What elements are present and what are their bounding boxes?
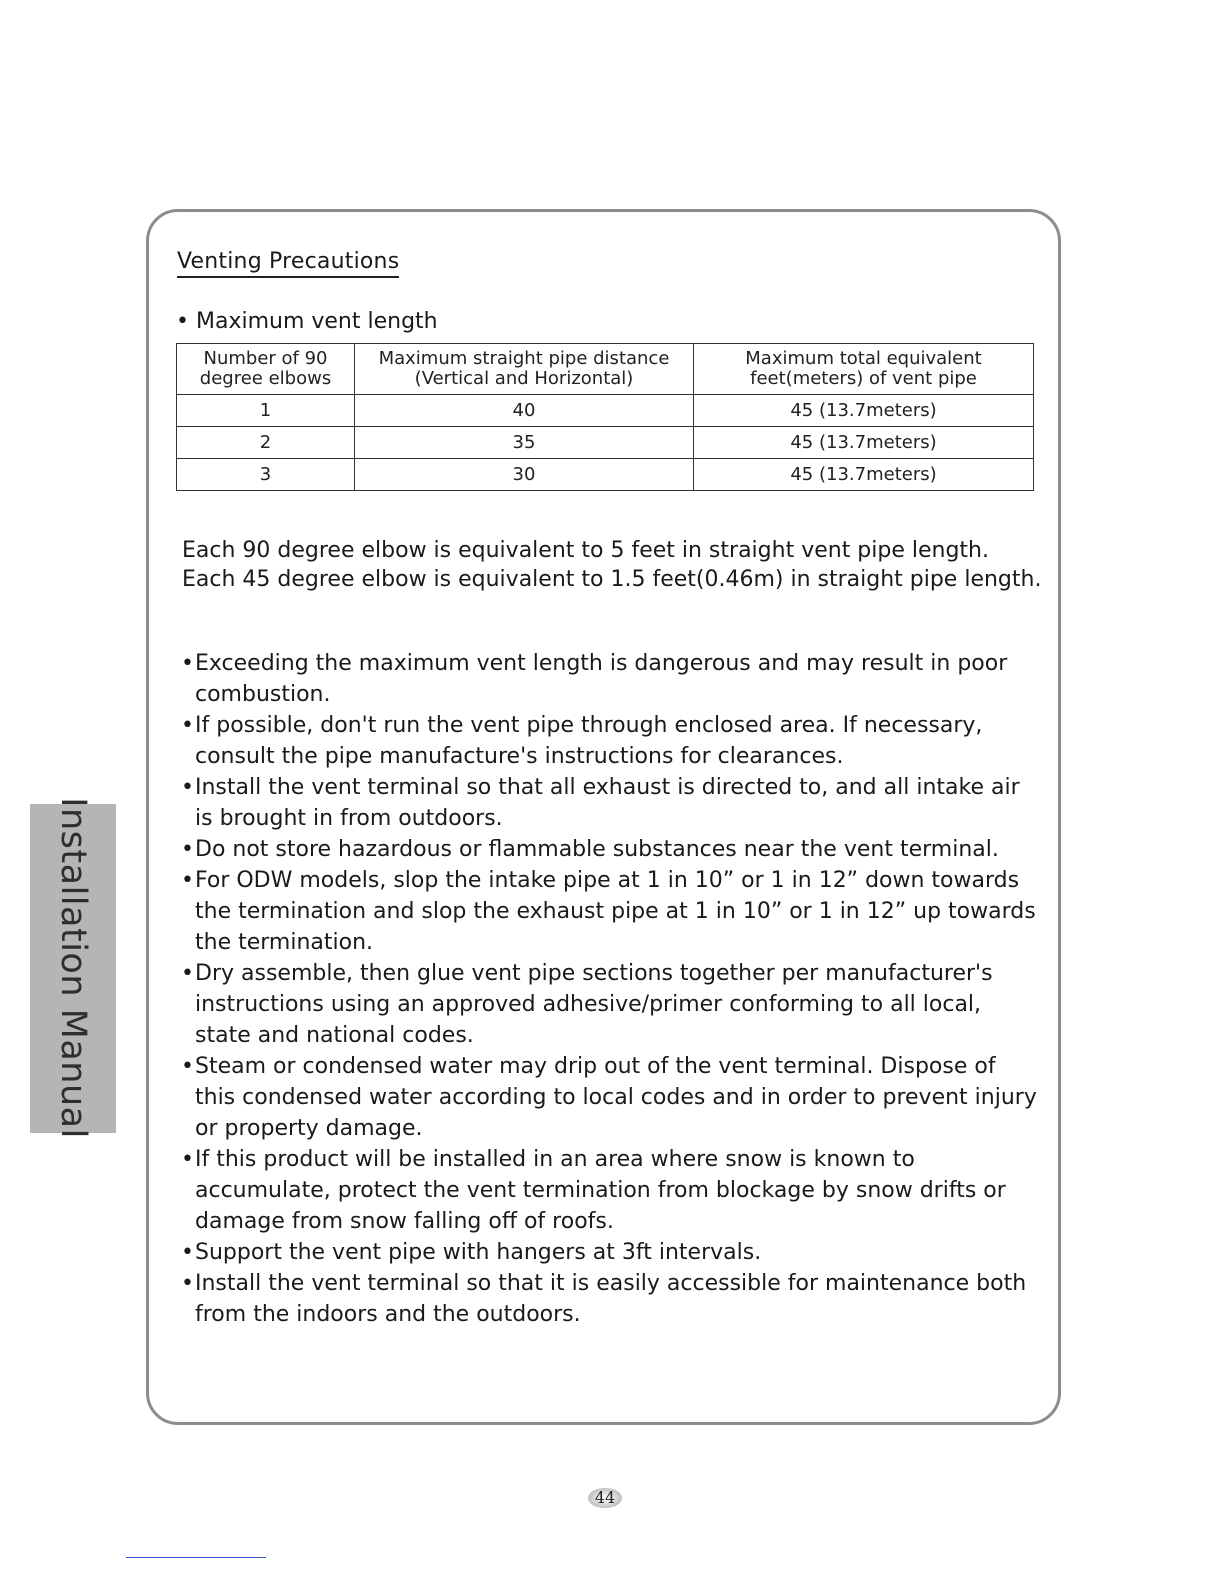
table-row (177, 459, 1034, 491)
header-line: feet(meters) of vent pipe (750, 368, 977, 389)
table-cell: 2 (177, 427, 355, 459)
table-cell: 45 (13.7meters) (694, 427, 1034, 459)
page-number: 44 (588, 1488, 622, 1508)
subheading: • Maximum vent length (176, 309, 438, 334)
table-header-row (177, 344, 1034, 395)
list-item: • For ODW models, slop the intake pipe at 1 in 10” or 1 in 12” down towards the termination and slop the exhaust pipe at 1 in 10” or 1 in 12” up towards the termination. (181, 865, 1041, 958)
header-line: Maximum straight pipe distance (378, 348, 670, 369)
list-item: • Do not store hazardous or flammable substances near the vent terminal. (181, 834, 1041, 865)
table-cell: 1 (177, 395, 355, 427)
subheading-text: Maximum vent length (195, 309, 438, 334)
header-line: (Vertical and Horizontal) (414, 368, 634, 389)
list-item: • Exceeding the maximum vent length is dangerous and may result in poor combustion. (181, 648, 1041, 710)
header-total-equivalent (694, 344, 1034, 395)
list-item: • Steam or condensed water may drip out of the vent terminal. Dispose of this condensed water according to local codes and in order to prevent injury or property damage. (181, 1051, 1041, 1144)
side-tab (30, 797, 116, 1139)
section-heading: Venting Precautions (177, 249, 399, 278)
list-item: • Install the vent terminal so that it is easily accessible for maintenance both from the indoors and the outdoors. (181, 1268, 1041, 1330)
header-line: Number of 90 (203, 348, 328, 369)
table-cell: 35 (355, 427, 694, 459)
precaution-list (181, 648, 1041, 1330)
header-line: degree elbows (199, 368, 332, 389)
header-straight-distance (355, 344, 694, 395)
note-line: Each 45 degree elbow is equivalent to 1.5 feet(0.46m) in straight pipe length. (182, 567, 1042, 592)
table-cell: 3 (177, 459, 355, 491)
list-item: • If this product will be installed in an area where snow is known to accumulate, protect the vent termination from blockage by snow drifts or damage from snow falling off of roofs. (181, 1144, 1041, 1237)
list-item: • Install the vent terminal so that all exhaust is directed to, and all intake air is brought in from outdoors. (181, 772, 1041, 834)
list-item: • Dry assemble, then glue vent pipe sections together per manufacturer's instructions using an approved adhesive/primer conforming to all local, state and national codes. (181, 958, 1041, 1051)
side-tab-label: Installation Manual (53, 797, 93, 1139)
list-item: • Support the vent pipe with hangers at 3ft intervals. (181, 1237, 1041, 1268)
table-cell: 45 (13.7meters) (694, 395, 1034, 427)
table-cell: 30 (355, 459, 694, 491)
note-line: Each 90 degree elbow is equivalent to 5 feet in straight vent pipe length. (182, 538, 989, 563)
vent-length-table (176, 343, 1034, 491)
table-row (177, 427, 1034, 459)
footer-rule (126, 1557, 266, 1558)
header-line: Maximum total equivalent (745, 348, 982, 369)
elbow-notes (182, 536, 1041, 594)
table-row (177, 395, 1034, 427)
header-elbows (177, 344, 355, 395)
table-cell: 40 (355, 395, 694, 427)
list-item: • If possible, don't run the vent pipe through enclosed area. If necessary, consult the pipe manufacture's instructions for clearances. (181, 710, 1041, 772)
table-cell: 45 (13.7meters) (694, 459, 1034, 491)
